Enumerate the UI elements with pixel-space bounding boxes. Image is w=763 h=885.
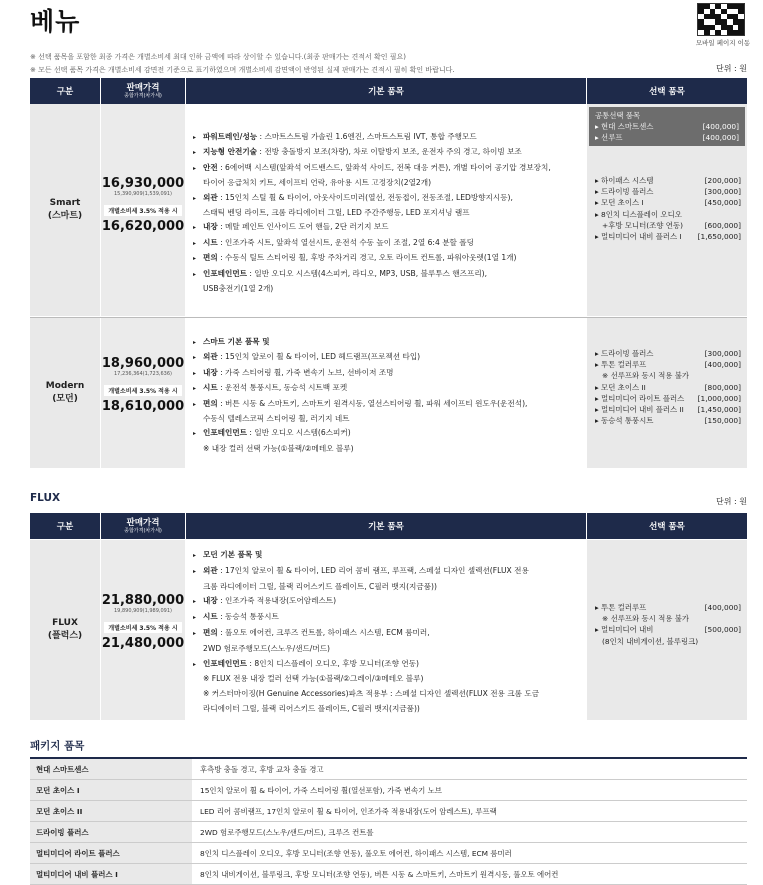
basic-item-key: 안전 — [203, 162, 218, 172]
tax-price: 21,480,000 — [101, 636, 185, 651]
basic-item — [193, 267, 583, 282]
basic-item-key: 지능형 안전기술 — [203, 147, 257, 157]
basic-item-value: ※ FLUX 전용 내장 컬러 선택 가능(①블랙/②그레이/③메테오 블루) — [203, 674, 424, 684]
header-division: 구분 — [30, 78, 100, 104]
model-name-kr: (플럭스) — [47, 631, 83, 641]
basic-item-key: 내장 — [203, 222, 218, 232]
basic-item-value: : 8인치 디스플레이 오디오, 후방 모니터(조향 연동) — [247, 658, 420, 668]
package-row — [30, 759, 747, 780]
package-row — [30, 843, 747, 864]
note-2: ※ 모든 선택 품목 가격은 개별소비세 감면전 기준으로 표기하였으며 개별소비세 감면액이 반영된 실제 판매가는 견적시 필히 확인 바랍니다. — [30, 66, 455, 74]
basic-item — [193, 350, 583, 365]
header-price-label: 판매가격 — [126, 82, 160, 93]
header-basic: 기본 품목 — [186, 78, 586, 104]
basic-item — [193, 206, 583, 220]
bullet-icon: ▸ — [193, 629, 197, 637]
option-name: ▸ 8인치 디스플레이 오디오 — [595, 209, 682, 219]
option-item — [595, 209, 741, 220]
option-item — [595, 382, 741, 393]
basic-item — [193, 130, 583, 145]
basic-item-key: 외관 — [203, 565, 218, 575]
basic-item — [193, 366, 583, 381]
header-price-sub: 종합가격(차가세) — [124, 527, 162, 534]
basic-item — [193, 580, 585, 595]
basic-item-key: 인포테인먼트 — [203, 658, 248, 668]
price-detail: 19,890,909(1,989,091) — [114, 608, 172, 614]
package-desc: 8인치 내비게이션, 블루링크, 후방 모니터(조향 연동), 버튼 시동 & 스마트키, 스마트키 원격시동, 풀오토 에어컨 — [200, 869, 559, 879]
option-item — [595, 220, 741, 231]
option-price: [150,000] — [704, 416, 741, 426]
option-item — [595, 624, 741, 635]
model-name-kr: (스마트) — [47, 211, 83, 221]
basic-item — [193, 442, 583, 456]
basic-item-value: 스태틱 벤딩 라이트, 크롬 라디에이터 그릴, LED 주간주행등, LED 포지셔닝 램프 — [203, 208, 470, 218]
bullet-icon: ▸ — [193, 134, 197, 141]
option-price: [1,450,000] — [697, 405, 741, 415]
price: 21,880,000 — [101, 593, 185, 608]
basic-item-value: : 17인치 알로이 휠 & 타이어, LED 리어 콤비 램프, 루프랙, 스페셜 디자인 셀렉션(FLUX 전용 — [217, 565, 529, 575]
basic-item-key: 내장 — [203, 596, 218, 606]
header-options: 선택 품목 — [587, 78, 747, 104]
option-price: [400,000] — [704, 603, 741, 612]
option-item — [595, 370, 741, 381]
basic-item-value: : 15인치 알로이 휠 & 타이어, LED 헤드램프(프로젝션 타입) — [217, 352, 421, 362]
basic-item-value: ※ 커스터마이징(H Genuine Accessories)파츠 적용부 : 스페셜 디자인 셀렉션(FLUX 전용 크롬 도금 — [203, 689, 540, 699]
basic-item — [193, 381, 583, 396]
option-item — [595, 186, 741, 197]
basic-item-value: 크롬 라디에이터 그릴, 블랙 리어스키드 플레이트, C필러 뱃지(지금품)) — [203, 581, 437, 591]
option-item — [595, 121, 739, 132]
basic-item-value: : 일반 오디오 시스템(6스피커) — [247, 428, 351, 438]
bullet-icon: ▸ — [193, 239, 197, 247]
basic-item-key: 모던 기본 품목 및 — [203, 550, 263, 559]
basic-item-value: 수동식 텔레스코픽 스티어링 휠, 러기지 네트 — [203, 414, 350, 424]
header-division: 구분 — [30, 513, 100, 539]
packages-title: 패키지 품목 — [30, 740, 85, 752]
basic-item — [193, 657, 585, 673]
model-name: FLUX — [52, 618, 78, 628]
options-cell-smart — [587, 104, 747, 316]
option-item — [595, 404, 741, 415]
basic-item — [193, 335, 583, 350]
basic-item — [193, 548, 585, 564]
basic-item-value: : 풀오토 에어컨, 크루즈 컨트롤, 하이패스 시스템, ECM 룸미러, — [217, 627, 430, 637]
option-price: [450,000] — [704, 198, 741, 208]
common-title: 공통선택 품목 — [595, 111, 641, 120]
bullet-icon: ▸ — [193, 614, 197, 622]
option-price: [400,000] — [702, 122, 739, 131]
option-price: [500,000] — [704, 625, 741, 635]
option-name: ▸ 멀티미디어 라이트 플러스 — [595, 393, 685, 403]
option-name: ▸ 멀티미디어 내비 — [595, 625, 654, 635]
header-price-label: 판매가격 — [126, 517, 160, 528]
unit-label: 단위 : 원 — [716, 64, 747, 73]
qr-label: 모바일 페이지 이동 — [695, 39, 751, 47]
package-name: 모던 초이스 II — [30, 801, 192, 821]
option-item — [595, 197, 741, 208]
option-item — [595, 602, 741, 613]
package-name: 현대 스마트센스 — [30, 759, 192, 779]
option-name: ▸ 모던 초이스 II — [595, 382, 646, 392]
basic-item — [193, 642, 585, 657]
basic-item-key: 외관 — [203, 352, 218, 362]
basic-item-value: 타이어 응급처치 키트, 세이프티 언락, 유아용 시트 고정장치(2열2개) — [203, 178, 432, 188]
option-price: [400,000] — [704, 360, 741, 370]
header-price — [101, 78, 185, 104]
bullet-icon: ▸ — [193, 385, 197, 393]
package-row — [30, 822, 747, 843]
option-name: ▸ 멀티미디어 내비 플러스 I — [595, 232, 682, 242]
basic-list-flux — [193, 548, 585, 717]
package-name: 모던 초이스 I — [30, 780, 192, 800]
basic-item — [193, 610, 585, 626]
model-flux — [30, 540, 100, 720]
option-price: [800,000] — [704, 382, 741, 392]
flux-section-title: FLUX — [30, 492, 61, 504]
basic-item — [193, 594, 585, 610]
option-name: +후방 모니터(조향 연동) — [595, 220, 683, 230]
option-name: ▸ 하이패스 시스템 — [595, 176, 654, 185]
header-basic: 기본 품목 — [186, 513, 586, 539]
header-options: 선택 품목 — [587, 513, 747, 539]
package-name: 멀티미디어 내비 플러스 I — [30, 864, 192, 884]
basic-item-key: 파워트레인/성능 — [203, 132, 258, 141]
model-smart — [30, 104, 100, 316]
option-item — [595, 359, 741, 370]
basic-item-key: 시트 — [203, 237, 218, 247]
basic-item — [193, 672, 585, 687]
option-item — [595, 175, 741, 186]
price: 16,930,000 — [101, 176, 185, 191]
option-price: [1,000,000] — [697, 393, 741, 403]
bullet-icon: ▸ — [193, 339, 197, 346]
price-cell-modern — [101, 318, 185, 468]
basic-item — [193, 236, 583, 251]
bullet-icon: ▸ — [193, 660, 197, 668]
bullet-icon: ▸ — [193, 164, 197, 172]
option-name: ※ 선루프와 동시 적용 불가 — [595, 371, 690, 381]
page-title: 베뉴 — [30, 7, 81, 36]
basic-item-value: : 인조가죽 시트, 앞좌석 열선시트, 운전석 수동 높이 조절, 2열 6:4 분할 폴딩 — [217, 237, 474, 247]
flux-unit-label: 단위 : 원 — [716, 497, 747, 506]
bullet-icon: ▸ — [193, 369, 197, 377]
basic-item-value: : 버튼 시동 & 스마트키, 스마트키 원격시동, 열선스티어링 휠, 파워 세이프티 윈도우(운전석), — [217, 398, 528, 408]
basic-item — [193, 251, 583, 266]
basic-item — [193, 687, 585, 702]
option-item — [595, 348, 741, 359]
basic-item-value: : 가죽 스티어링 휠, 가죽 변속기 노브, 선바이저 조명 — [217, 367, 394, 377]
basic-item — [193, 626, 585, 642]
option-name: ▸ 동승석 통풍시트 — [595, 416, 654, 426]
option-name: ▸ 드라이빙 플러스 — [595, 187, 654, 197]
qr-code[interactable] — [697, 3, 745, 36]
bullet-icon: ▸ — [193, 224, 197, 232]
note-1: ※ 선택 품목을 포함한 최종 가격은 개별소비세 최대 인하 금액에 따라 상이할 수 있습니다.(최종 판매가는 견적서 확인 필요) — [30, 53, 406, 61]
tax-price: 16,620,000 — [101, 219, 185, 234]
package-row — [30, 780, 747, 801]
bullet-icon: ▸ — [193, 598, 197, 606]
package-desc: 후측방 충돌 경고, 후방 교차 충돌 경고 — [200, 764, 324, 774]
option-name: ▸ 선루프 — [595, 133, 623, 142]
price-cell-flux — [101, 540, 185, 720]
tax-tag: 개별소비세 3.5% 적용 시 — [104, 385, 182, 396]
model-modern — [30, 318, 100, 468]
options-cell-modern — [587, 318, 747, 468]
basic-item-value: : 스마트스트림 가솔린 1.6엔진, 스마트스트림 IVT, 통합 주행모드 — [257, 132, 477, 141]
option-price: [200,000] — [704, 176, 741, 185]
option-name: ▸ 현대 스마트센스 — [595, 122, 654, 131]
basic-item-key: 편의 — [203, 627, 218, 637]
basic-item-value: 라디에이터 그릴, 블랙 리어스키드 플레이트, C필러 뱃지(지금품)) — [203, 703, 420, 713]
basic-item-key: 내장 — [203, 367, 218, 377]
bullet-icon: ▸ — [193, 149, 197, 157]
option-item — [595, 132, 739, 143]
basic-item-value: : 15인치 스틸 휠 & 타이어, 아웃사이드미러(열선, 전동접이, 전동조절, LED방향지시등), — [217, 192, 513, 202]
bullet-icon: ▸ — [193, 194, 197, 202]
option-name: ▸ 모던 초이스 I — [595, 198, 644, 208]
model-name: Modern — [45, 381, 85, 391]
basic-item-key: 시트 — [203, 612, 218, 622]
common-options — [589, 107, 745, 146]
package-desc: 15인치 알로이 휠 & 타이어, 가죽 스티어링 휠(열선포함), 가죽 변속기 노브 — [200, 785, 442, 795]
basic-item-key: 편의 — [203, 253, 218, 263]
basic-list-modern — [193, 335, 583, 456]
model-name: Smart — [49, 198, 81, 208]
basic-item-value: : 메탈 페인트 인사이드 도어 핸들, 2단 러기지 보드 — [217, 222, 389, 232]
basic-item — [193, 426, 583, 441]
option-name: ▸ 드라이빙 플러스 — [595, 349, 654, 358]
basic-item-key: 인포테인먼트 — [203, 428, 248, 438]
basic-item — [193, 564, 585, 580]
package-name: 멀티미디어 라이트 플러스 — [30, 843, 192, 863]
package-desc: 2WD 험로주행모드(스노우/샌드/머드), 크루즈 컨트롤 — [200, 827, 374, 837]
basic-item-value: : 수동식 틸트 스티어링 휠, 후방 주차거리 경고, 오토 라이트 컨트롤, 파워아웃렛(1열 1개) — [217, 253, 517, 263]
basic-item-value: ※ 내장 컬러 선택 가능(①블랙/②메테오 블루) — [203, 443, 354, 453]
option-price: [1,650,000] — [697, 232, 741, 242]
basic-item-value: : 전방 충돌방지 보조(차량), 차로 이탈방지 보조, 운전자 주의 경고, 하이빔 보조 — [257, 147, 522, 157]
options-cell-flux — [587, 540, 747, 720]
option-name: ※ 선루프와 동시 적용 불가 — [595, 614, 690, 624]
price-detail: 15,390,909(1,539,091) — [114, 191, 172, 197]
option-item — [595, 613, 741, 624]
basic-item-value: 2WD 험로주행모드(스노우/샌드/머드) — [203, 643, 331, 653]
basic-item — [193, 702, 585, 717]
basic-item — [193, 397, 583, 412]
package-row — [30, 801, 747, 822]
option-price: [300,000] — [704, 349, 741, 358]
basic-item — [193, 145, 583, 160]
bullet-icon: ▸ — [193, 552, 197, 559]
basic-item-value: : 동승석 통풍시트 — [217, 612, 279, 622]
package-desc: LED 리어 콤비램프, 17인치 알로이 휠 & 타이어, 인조가죽 적용내장(도어 암레스트), 루프랙 — [200, 806, 497, 816]
option-name: ▸ 멀티미디어 내비 플러스 II — [595, 405, 684, 415]
basic-item-value: USB충전기(1열 2개) — [203, 284, 274, 294]
header-price-sub: 종합가격(차가세) — [124, 92, 162, 99]
option-name: ▸ 투톤 컬러루프 — [595, 360, 647, 370]
basic-item — [193, 282, 583, 296]
option-item — [595, 231, 741, 242]
option-item — [595, 393, 741, 404]
bullet-icon: ▸ — [193, 354, 197, 362]
basic-item-key: 시트 — [203, 383, 218, 393]
basic-item — [193, 412, 583, 426]
option-price: [300,000] — [704, 187, 741, 197]
option-price: [600,000] — [704, 220, 741, 230]
bullet-icon: ▸ — [193, 400, 197, 408]
basic-list-smart — [193, 130, 583, 296]
option-price: [400,000] — [702, 133, 739, 142]
basic-item — [193, 191, 583, 206]
price-detail: 17,236,364(1,723,636) — [114, 371, 172, 377]
package-name: 드라이빙 플러스 — [30, 822, 192, 842]
basic-item-key: 인포테인먼트 — [203, 268, 248, 278]
tax-price: 18,610,000 — [101, 399, 185, 414]
bullet-icon: ▸ — [193, 430, 197, 438]
basic-item-key: 편의 — [203, 398, 218, 408]
package-desc: 8인치 디스플레이 오디오, 후방 모니터(조향 연동), 풀오토 에어컨, 하이패스 시스템, ECM 룸미러 — [200, 848, 512, 858]
header-price — [101, 513, 185, 539]
bullet-icon: ▸ — [193, 270, 197, 278]
basic-item-key: 스마트 기본 품목 및 — [203, 337, 270, 346]
basic-item — [193, 176, 583, 190]
basic-item — [193, 220, 583, 235]
price-cell-smart — [101, 104, 185, 316]
basic-item-key: 외관 — [203, 192, 218, 202]
package-row — [30, 864, 747, 885]
basic-item-value: : 운전석 통풍시트, 동승석 시트백 포켓 — [217, 383, 348, 393]
model-name-kr: (모던) — [52, 394, 78, 404]
option-name: (8인치 내비게이션, 블루링크) — [595, 636, 699, 646]
bullet-icon: ▸ — [193, 567, 197, 575]
basic-item — [193, 161, 583, 176]
bullet-icon: ▸ — [193, 255, 197, 263]
tax-tag: 개별소비세 3.5% 적용 시 — [104, 622, 182, 633]
option-item — [595, 415, 741, 426]
basic-item-value: : 6에어백 시스템(앞좌석 어드밴스드, 앞좌석 사이드, 전복 대응 커튼), 개별 타이어 공기압 경보장치, — [217, 162, 551, 172]
option-item — [595, 636, 741, 647]
tax-tag: 개별소비세 3.5% 적용 시 — [104, 205, 182, 216]
option-name: ▸ 투톤 컬러루프 — [595, 603, 647, 612]
basic-item-value: : 인조가죽 적용내장(도어암레스트) — [217, 596, 337, 606]
basic-item-value: : 일반 오디오 시스템(4스피커, 라디오, MP3, USB, 블루투스 핸즈프리), — [247, 268, 488, 278]
price: 18,960,000 — [101, 356, 185, 371]
